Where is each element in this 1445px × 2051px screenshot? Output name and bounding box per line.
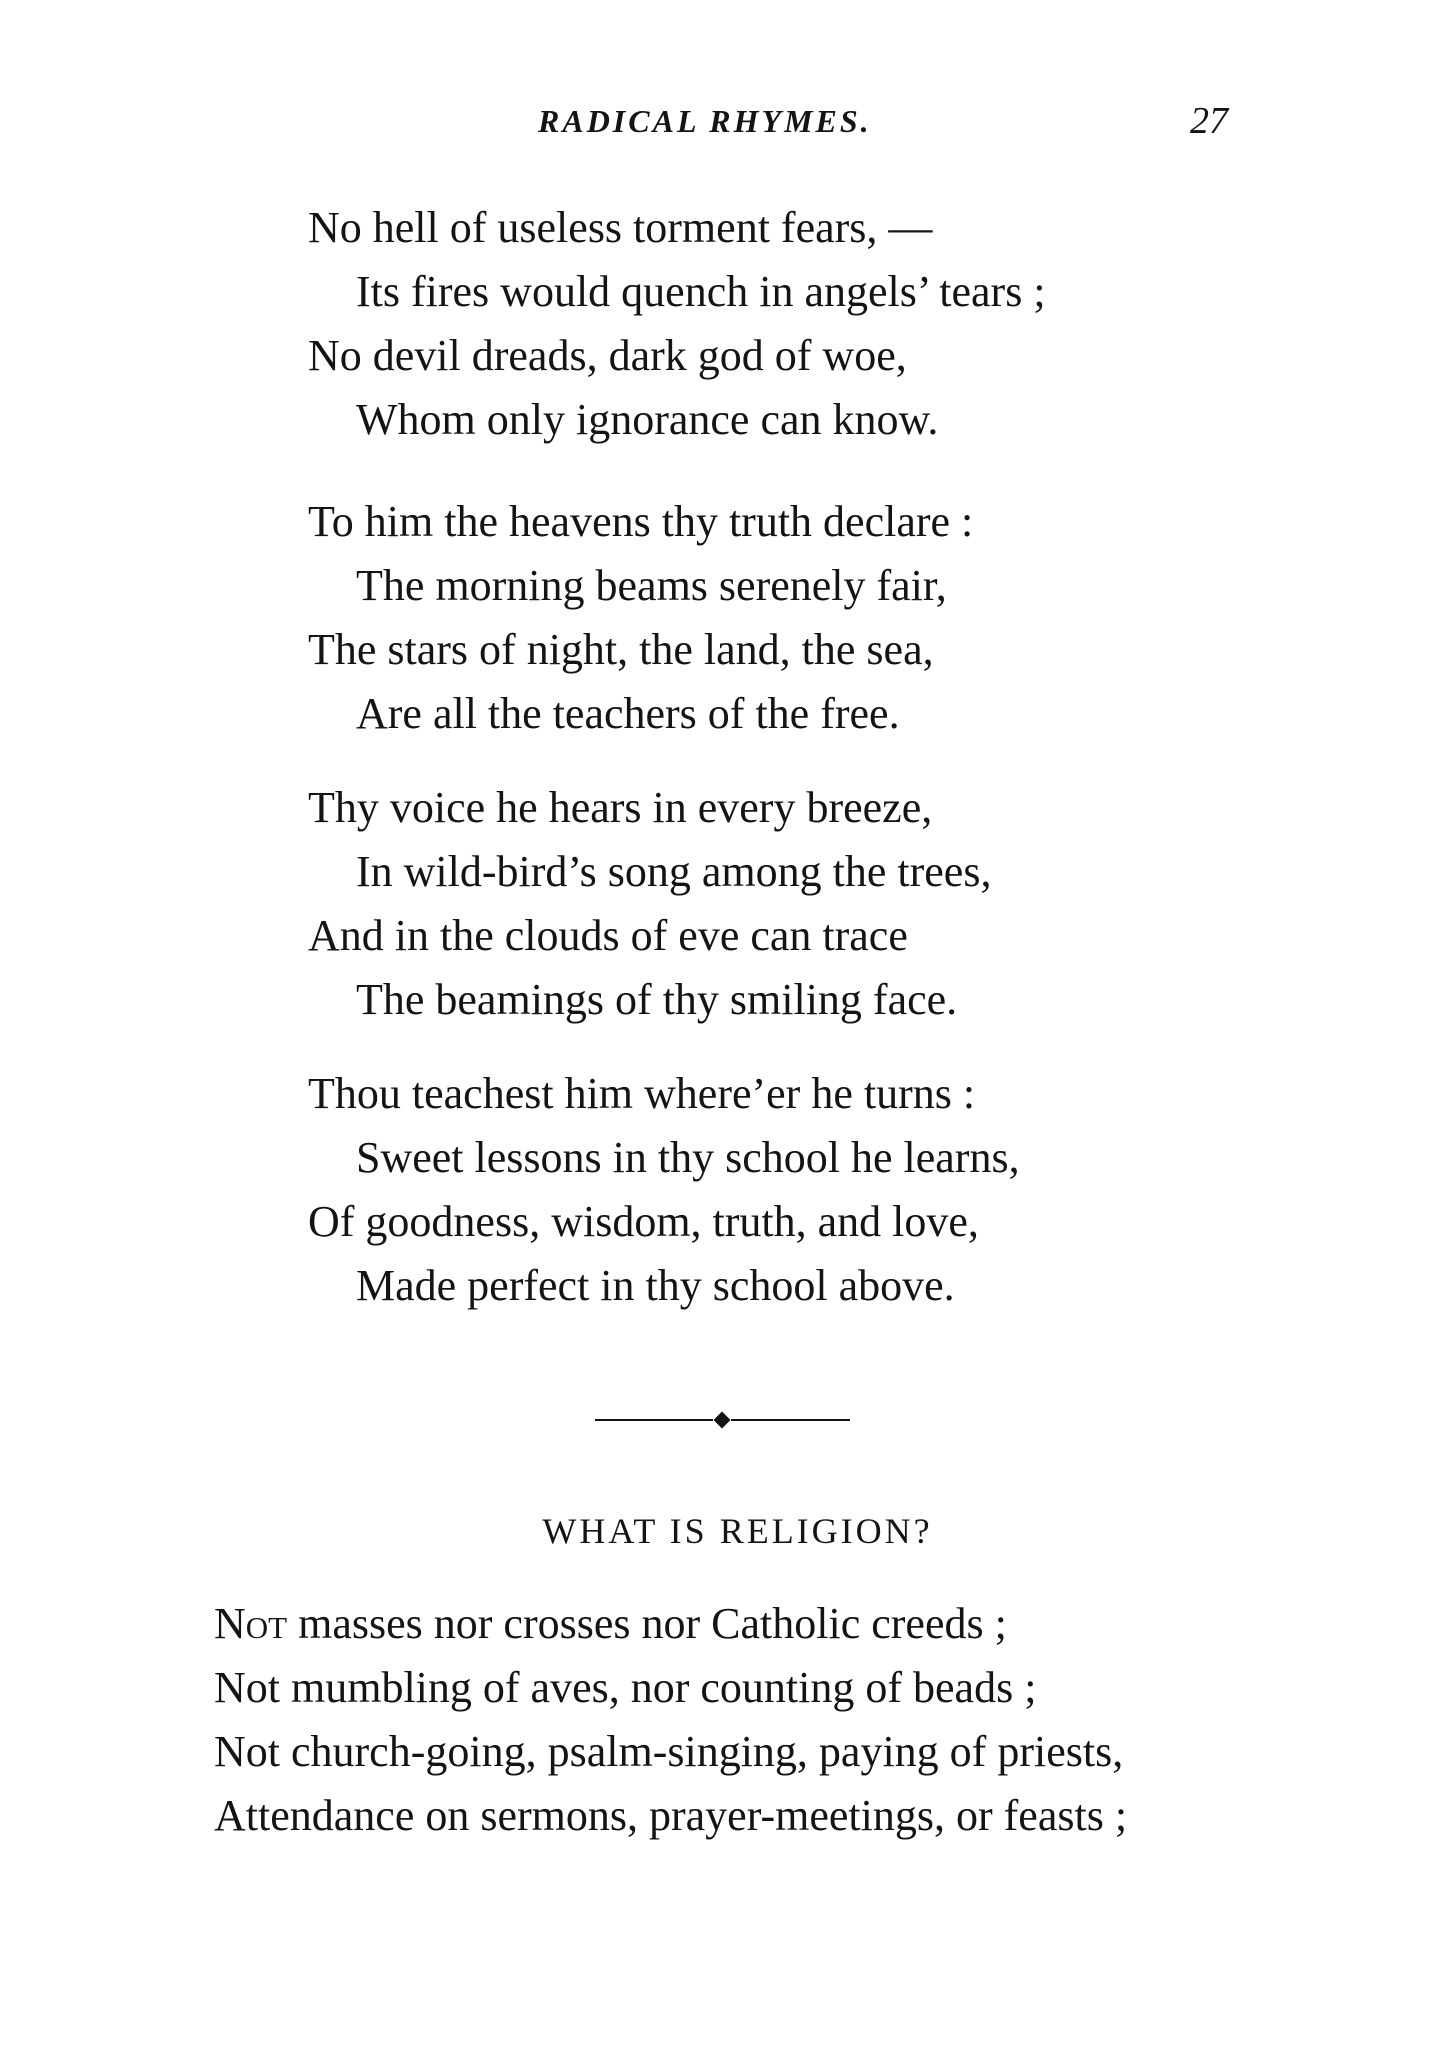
religion-poem [214, 1592, 1414, 1848]
poem-line: Are all the teachers of the free. [356, 689, 900, 738]
poem-line: Thy voice he hears in every breeze, [308, 783, 933, 832]
poem-line: The stars of night, the land, the sea, [308, 625, 934, 674]
poem-line: Sweet lessons in thy school he learns, [356, 1133, 1020, 1182]
poem-line: Attendance on sermons, prayer-meetings, or feasts ; [214, 1791, 1128, 1840]
poem-line: Thou teachest him where’er he turns : [308, 1069, 976, 1118]
poem-line-text: masses nor crosses nor Catholic creeds ; [287, 1599, 1007, 1648]
poem-line: Of goodness, wisdom, truth, and love, [308, 1197, 979, 1246]
poem-line: No devil dreads, dark god of woe, [308, 331, 907, 380]
poem-line: Whom only ignorance can know. [356, 395, 939, 444]
poem-line: And in the clouds of eve can trace [308, 911, 908, 960]
running-title: RADICAL RHYMES. [538, 103, 872, 139]
ornament-divider [595, 1408, 850, 1432]
running-head [0, 96, 1445, 146]
poem-line: To him the heavens thy truth declare : [308, 497, 974, 546]
stanza-3 [308, 776, 1308, 1032]
drop-word: Not [214, 1599, 288, 1648]
poem-line: In wild-bird’s song among the trees, [356, 847, 992, 896]
stanza-4 [308, 1062, 1308, 1318]
poem-line: The morning beams serenely fair, [356, 561, 947, 610]
poem-line: The beamings of thy smiling face. [356, 975, 958, 1024]
poem-line: Not mumbling of aves, nor counting of beads ; [214, 1663, 1037, 1712]
poem-line: Made perfect in thy school above. [356, 1261, 955, 1310]
poem-line [214, 1592, 1414, 1656]
section-heading: WHAT IS RELIGION? [542, 1511, 933, 1551]
divider-rule [595, 1419, 713, 1421]
divider-rule [731, 1419, 850, 1421]
poem-line: No hell of useless torment fears, — [308, 203, 933, 252]
page-number: 27 [1190, 100, 1228, 142]
poem-line: Its fires would quench in angels’ tears ; [356, 267, 1046, 316]
poem-line: Not church-going, psalm-singing, paying of priests, [214, 1727, 1124, 1776]
diamond-ornament-icon [714, 1412, 731, 1429]
stanza-1 [308, 196, 1308, 452]
stanza-2 [308, 490, 1308, 746]
